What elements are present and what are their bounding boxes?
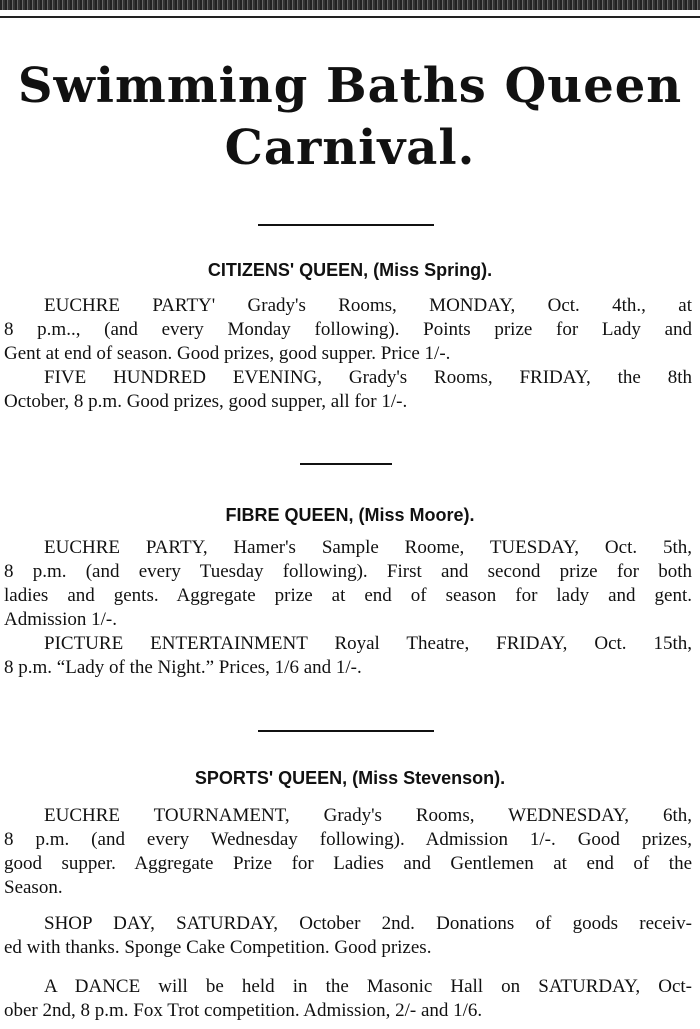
section-heading-sports-queen: SPORTS' QUEEN, (Miss Stevenson).	[194, 768, 506, 788]
title-line-2: Carnival.	[224, 120, 476, 176]
top-rule	[0, 16, 700, 18]
section-divider	[258, 730, 434, 732]
paragraph-euchre-party-monday: EUCHRE PARTY' Grady's Rooms, MONDAY, Oct. 4th., at 8 p.m.., (and every Monday following). Points prize for Lady and Gent at end of season. Good prizes, good supper. Price 1/-.	[4, 295, 692, 364]
paragraph-dance: A DANCE will be held in the Masonic Hall on SATURDAY, Oct- ober 2nd, 8 p.m. Fox Trot competition. Admission, 2/- and 1/6.	[4, 976, 692, 1021]
page-title	[0, 55, 700, 179]
title-line-1: Swimming Baths Queen	[17, 58, 683, 114]
section-divider	[258, 224, 434, 226]
section-heading-fibre-queen: FIBRE QUEEN, (Miss Moore).	[225, 505, 475, 525]
section-heading-citizens-queen: CITIZENS' QUEEN, (Miss Spring).	[207, 260, 493, 280]
paragraph-euchre-tournament: EUCHRE TOURNAMENT, Grady's Rooms, WEDNESDAY, 6th, 8 p.m. (and every Wednesday following). Admission 1/-. Good prizes, good supper. Aggregate Prize for Ladies and Gentlemen at end of the Season.	[4, 805, 692, 898]
top-border	[0, 0, 700, 10]
paragraph-shop-day: SHOP DAY, SATURDAY, October 2nd. Donations of goods receiv- ed with thanks. Sponge Cake Competition. Good prizes.	[4, 913, 692, 958]
paragraph-picture-entertainment: PICTURE ENTERTAINMENT Royal Theatre, FRIDAY, Oct. 15th, 8 p.m. “Lady of the Night.” Prices, 1/6 and 1/-.	[4, 633, 692, 678]
paragraph-five-hundred-evening: FIVE HUNDRED EVENING, Grady's Rooms, FRIDAY, the 8th October, 8 p.m. Good prizes, good supper, all for 1/-.	[4, 367, 692, 412]
section-divider	[300, 463, 392, 465]
paragraph-euchre-party-tuesday: EUCHRE PARTY, Hamer's Sample Roome, TUESDAY, Oct. 5th, 8 p.m. (and every Tuesday following). First and second prize for both ladies and gents. Aggregate prize at end of season for lady and gent. Admission 1/-.	[4, 537, 692, 630]
